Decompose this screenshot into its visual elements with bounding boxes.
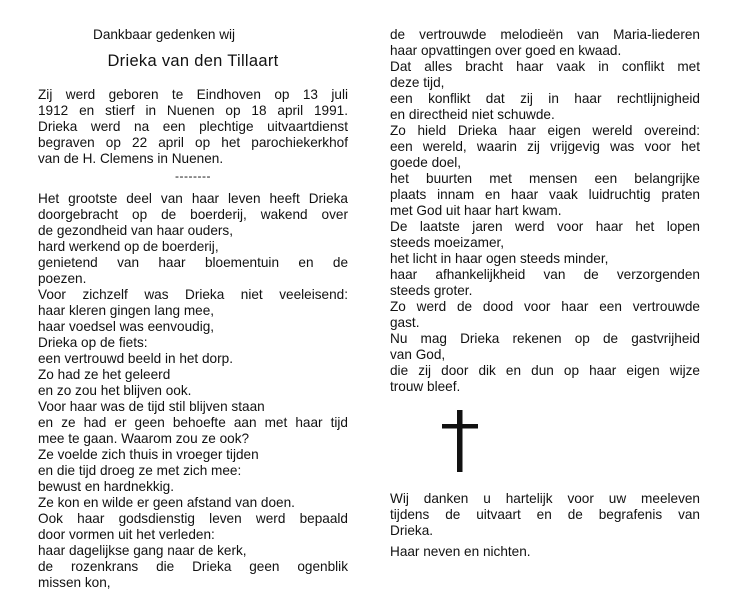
text-line: Zo hield Drieka haar eigen wereld overeind: — [390, 123, 700, 138]
bio-line: begraven op 22 april op het parochiekerkhof — [38, 135, 348, 150]
text-line: haar kleren gingen lang mee, — [38, 303, 215, 318]
text-line: steeds groter. — [390, 283, 473, 298]
text-line: en zo zou het blijven ook. — [38, 383, 192, 398]
intro-text: Dankbaar gedenken wij — [93, 27, 236, 42]
signature: Haar neven en nichten. — [390, 544, 531, 559]
text-line: missen kon, — [38, 575, 111, 590]
text-line: mee te gaan. Waarom zou ze ook? — [38, 431, 250, 446]
text-line: trouw bleef. — [390, 379, 461, 394]
text-line: en directheid niet schuwde. — [390, 107, 555, 122]
text-line: Zo had ze het geleerd — [38, 367, 171, 382]
text-line: haar dagelijkse gang naar de kerk, — [38, 543, 247, 558]
text-line: de vertrouwde melodieën van Maria-liederen — [390, 27, 700, 42]
thanks-line: Drieka. — [390, 523, 434, 538]
text-line: en ze had er geen behoefte aan met haar tijd — [38, 415, 348, 430]
text-line: De laatste jaren werd voor haar het lopen — [390, 219, 700, 234]
text-line: het buurten met mensen een belangrijke — [390, 171, 700, 186]
text-line: een konflikt dat zij in haar rechtlijnigheid — [390, 91, 700, 106]
text-line: haar voedsel was eenvoudig, — [38, 319, 215, 334]
text-line: een vertrouwd beeld in het dorp. — [38, 351, 233, 366]
text-line: Zo werd de dood voor haar een vertrouwde — [390, 299, 700, 314]
text-line: de rozenkrans die Drieka geen ogenblik — [38, 559, 348, 574]
text-line: met God uit haar hart kwam. — [390, 203, 562, 218]
text-line: plaats innam en haar vaak luidruchtig praten — [390, 187, 700, 202]
text-line: Ze kon en wilde er geen afstand van doen. — [38, 495, 295, 510]
text-line: deze tijd, — [390, 75, 445, 90]
text-line: een wereld, waarin zij vrijgevig was voor het — [390, 139, 700, 154]
text-line: Het grootste deel van haar leven heeft Drieka — [38, 191, 348, 206]
bio-line: van de H. Clemens in Nuenen. — [38, 151, 224, 166]
text-line: poezen. — [38, 271, 87, 286]
text-line: genietend van haar bloementuin en de — [38, 255, 348, 270]
text-line: gast. — [390, 315, 420, 330]
text-line: haar opvattingen over goed en kwaad. — [390, 43, 622, 58]
thanks-line: tijdens de uitvaart en de begrafenis van — [390, 507, 700, 522]
text-line: die zij door dik en dun op haar eigen wijze — [390, 363, 700, 378]
latin-cross-icon — [440, 410, 480, 472]
text-line: Voor zichzelf was Drieka niet veeleisend: — [38, 287, 348, 302]
text-line: en die tijd droeg ze met zich mee: — [38, 463, 242, 478]
text-line: van God, — [390, 347, 446, 362]
bio-line: Zij werd geboren te Eindhoven op 13 juli — [38, 87, 348, 102]
text-line: bewust en hardnekkig. — [38, 479, 175, 494]
thanks-line: Wij danken u hartelijk voor uw meeleven — [390, 491, 700, 506]
text-line: Ook haar godsdienstig leven werd bepaald — [38, 511, 348, 526]
text-line: Dat alles bracht haar vaak in conflikt met — [390, 59, 700, 74]
text-line: haar afhankelijkheid van de verzorgenden — [390, 267, 700, 282]
text-line: de gezondheid van haar ouders, — [38, 223, 233, 238]
text-line: doorgebracht op de boerderij, wakend over — [38, 207, 348, 222]
text-line: steeds moeizamer, — [390, 235, 505, 250]
text-line: hard werkend op de boerderij, — [38, 239, 219, 254]
text-line: Ze voelde zich thuis in vroeger tijden — [38, 447, 259, 462]
deceased-name: Drieka van den Tillaart — [107, 52, 279, 70]
text-line: door vormen uit het verleden: — [38, 527, 215, 542]
text-line: Nu mag Drieka rekenen op de gastvrijheid — [390, 331, 700, 346]
text-line: Voor haar was de tijd stil blijven staan — [38, 399, 265, 414]
text-line: goede doel, — [390, 155, 462, 170]
separator: -------- — [175, 169, 211, 183]
text-line: Drieka op de fiets: — [38, 335, 148, 350]
bio-line: 1912 en stierf in Nuenen op 18 april 1991. — [38, 103, 348, 118]
bio-line: Drieka werd na een plechtige uitvaartdienst — [38, 119, 348, 134]
text-line: het licht in haar ogen steeds minder, — [390, 251, 609, 266]
